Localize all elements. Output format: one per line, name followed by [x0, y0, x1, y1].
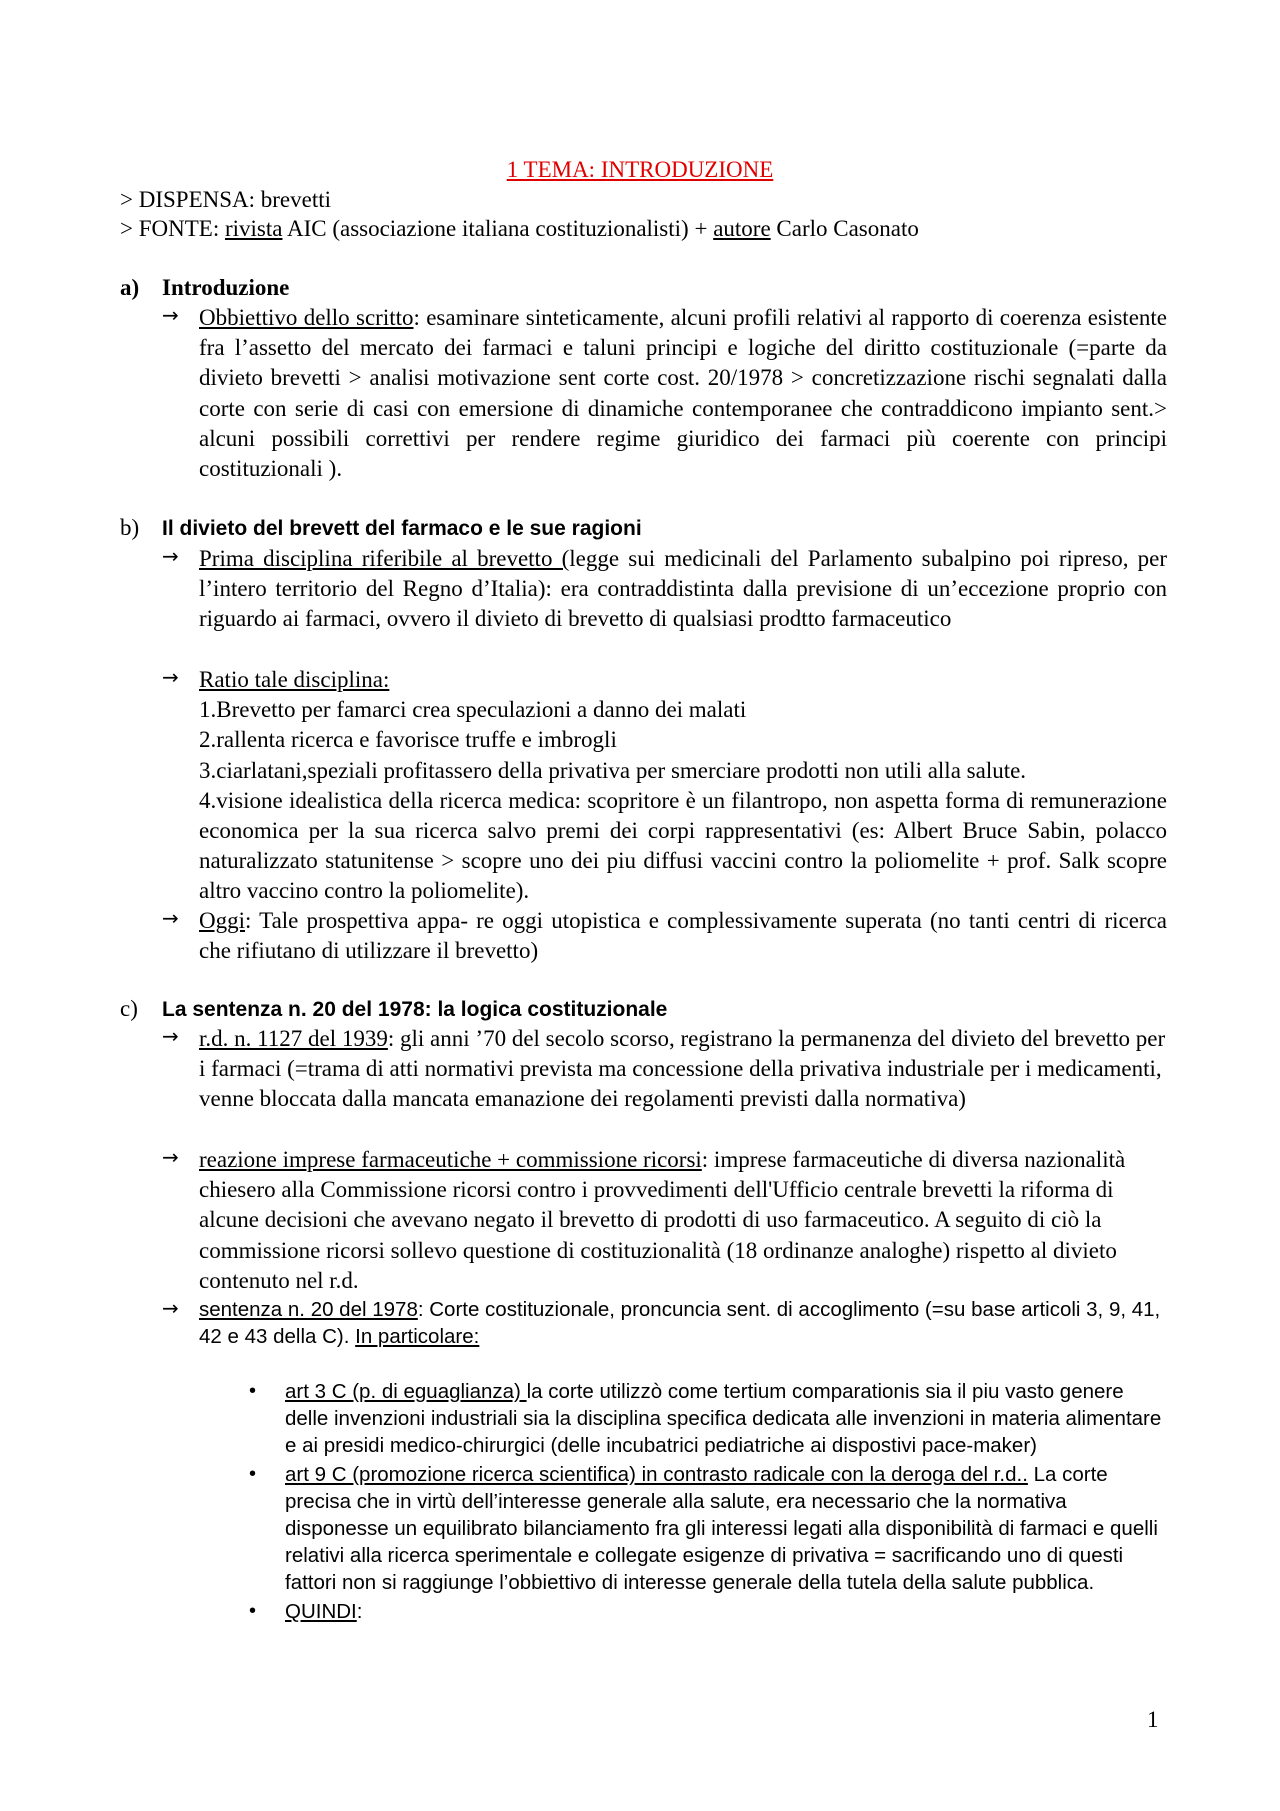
bullet-icon: •: [249, 1380, 257, 1402]
list-item: [249, 1461, 1169, 1596]
bullet-label: QUINDI: [285, 1600, 357, 1623]
item-label: r.d. n. 1127 del 1939: [199, 1026, 388, 1051]
dispensa-line: > DISPENSA: brevetti: [120, 187, 332, 212]
arrow-icon: →: [162, 303, 179, 327]
section-b-heading: [120, 514, 642, 543]
section-a-item-1: [162, 303, 1167, 484]
fonte-suffix: Carlo Casonato: [770, 216, 919, 241]
bullet-icon: •: [249, 1463, 257, 1485]
section-c-heading: [120, 995, 667, 1024]
arrow-icon: →: [162, 1296, 179, 1320]
section-b-letter: b): [120, 515, 140, 540]
item-label: reazione imprese farmaceutiche + commissione ricorsi: [199, 1147, 702, 1172]
fonte-prefix: > FONTE:: [120, 216, 225, 241]
fonte-line: [120, 214, 919, 244]
item-label: Oggi: [199, 908, 245, 933]
ratio-line: 4.visione idealistica della ricerca medica: scopritore è un filantropo, non aspetta forma di remunerazione economica per la sua ricerca salvo premi dei corpi rappresentativi (es: Albert Bruce Sabin, polacco naturalizzato statunitense > scopre uno dei piu diffusi vaccini contro la poliomelite + prof. Salk scopre altro vaccino contro la poliomelite).: [199, 787, 1167, 904]
item-text: : esaminare sinteticamente, alcuni profili relativi al rapporto di coerenza esistente fra l’assetto del mercato dei farmaci e taluni principi e logiche del diritto costituzionale (=parte da divieto brevetti > analisi motivazione sent corte cost. 20/1978 > concretizzazione rischi segnalati dalla corte con serie di casi con emersione di dinamiche contemporanee che contraddicono impianto sent.> alcuni possibili correttivi per rendere regime giuridico dei farmaci più coerente con principi costituzionali ).: [199, 305, 1168, 482]
item-label: Ratio tale disciplina:: [199, 667, 390, 692]
section-b-item-2: [162, 665, 1167, 907]
arrow-icon: →: [162, 1145, 179, 1169]
item-label: Prima disciplina riferibile al brevetto (: [199, 546, 570, 571]
section-a-letter: a): [120, 275, 140, 300]
item-sublabel: In particolare:: [355, 1325, 480, 1348]
section-a-title: Introduzione: [162, 275, 290, 300]
bullet-label: art 9 C (promozione ricerca scientifica) in contrasto radicale con la deroga del r.d..: [285, 1463, 1028, 1486]
page-title: 1 TEMA: INTRODUZIONE: [506, 157, 774, 182]
list-item: [249, 1378, 1169, 1459]
section-c-title: La sentenza n. 20 del 1978: la logica costituzionale: [162, 998, 668, 1021]
section-c-item-2: [162, 1145, 1167, 1296]
item-label: sentenza n. 20 del 1978: [199, 1298, 418, 1321]
arrow-icon: →: [162, 544, 179, 568]
fonte-autore: autore: [713, 216, 771, 241]
section-b-item-1: [162, 544, 1167, 635]
ratio-line: 3.ciarlatani,speziali profitassero della privativa per smerciare prodotti non utili alla salute.: [199, 757, 1027, 783]
bullet-icon: •: [249, 1600, 257, 1622]
arrow-icon: →: [162, 1024, 179, 1048]
section-b-item-3: [162, 906, 1167, 966]
arrow-icon: →: [162, 665, 179, 689]
item-text: : Corte costituzionale, proncuncia sent. di accoglimento (=su base articoli 3, 9, 41, 42 e 43 della C).: [199, 1298, 1161, 1348]
section-a-heading: [120, 274, 289, 302]
item-label: Obbiettivo dello scritto: [199, 305, 414, 330]
arrow-icon: →: [162, 906, 179, 930]
bullet-text: La corte precisa che in virtù dell’interesse generale alla salute, era necessario che la normativa disponesse un equilibrato bilanciamento fra gli interessi legati alla disponibilità di farmaci e quelli relativi alla ricerca sperimentale e collegate esigenze di privativa = sacrificando uno di questi fattori non si raggiunge l’obbiettivo di interesse generale della tutela della salute pubblica.: [285, 1463, 1158, 1594]
fonte-rivista: rivista: [224, 216, 283, 241]
list-item: [249, 1598, 1169, 1625]
bullet-text: la corte utilizzò come tertium comparationis sia il piu vasto genere delle invenzioni industriali sia la disciplina specifica dedicata alle invenzioni in materia alimentare e ai presidi medico-chirurgici (delle incubatrici pediatriche ai dispostivi pace-maker): [285, 1380, 1162, 1457]
item-text: : Tale prospettiva appa- re oggi utopistica e complessivamente superata (no tanti centri di ricerca che rifiutano di utilizzare il brevetto): [199, 908, 1167, 964]
page-number: 1: [1147, 1707, 1159, 1732]
bullet-list: [249, 1378, 1169, 1625]
fonte-mid: AIC (associazione italiana costituzionalisti) +: [282, 216, 714, 241]
section-c-item-1: [162, 1024, 1167, 1115]
bullet-label: art 3 C (p. di eguaglianza): [285, 1380, 527, 1403]
section-c-letter: c): [120, 996, 138, 1021]
item-text: legge sui medicinali del Parlamento subalpino poi ripreso, per l’intero territorio del Regno d’Italia): era contraddistinta dalla previsione di un’eccezione proprio con riguardo ai farmaci, ovvero il divieto di brevetto di qualsiasi prodtto farmaceutico: [199, 546, 1168, 632]
section-b-title: Il divieto del brevett del farmaco e le sue ragioni: [162, 517, 642, 540]
bullet-text: :: [356, 1600, 363, 1623]
item-text: : gli anni ’70 del secolo scorso, registrano la permanenza del divieto del brevetto per i farmaci (=trama di atti normativi prevista ma concessione della privativa industriale per i medicamenti, venne bloccata dalla mancata emanazione dei regolamenti previsti dalla normativa): [199, 1026, 1166, 1112]
ratio-line: 2.rallenta ricerca e favorisce truffe e imbrogli: [199, 727, 617, 753]
section-c-item-3: [162, 1296, 1167, 1350]
ratio-line: 1.Brevetto per famarci crea speculazioni a danno dei malati: [199, 697, 747, 723]
item-text: : imprese farmaceutiche di diversa nazionalità chiesero alla Commissione ricorsi contro i provvedimenti dell'Ufficio centrale brevetti la riforma di alcune decisioni che avevano negato il brevetto di prodotti di uso farmaceutico. A seguito di ciò la commissione ricorsi sollevo questione di costituzionalità (18 ordinanze analoghe) rispetto al divieto contenuto nel r.d.: [199, 1147, 1126, 1293]
